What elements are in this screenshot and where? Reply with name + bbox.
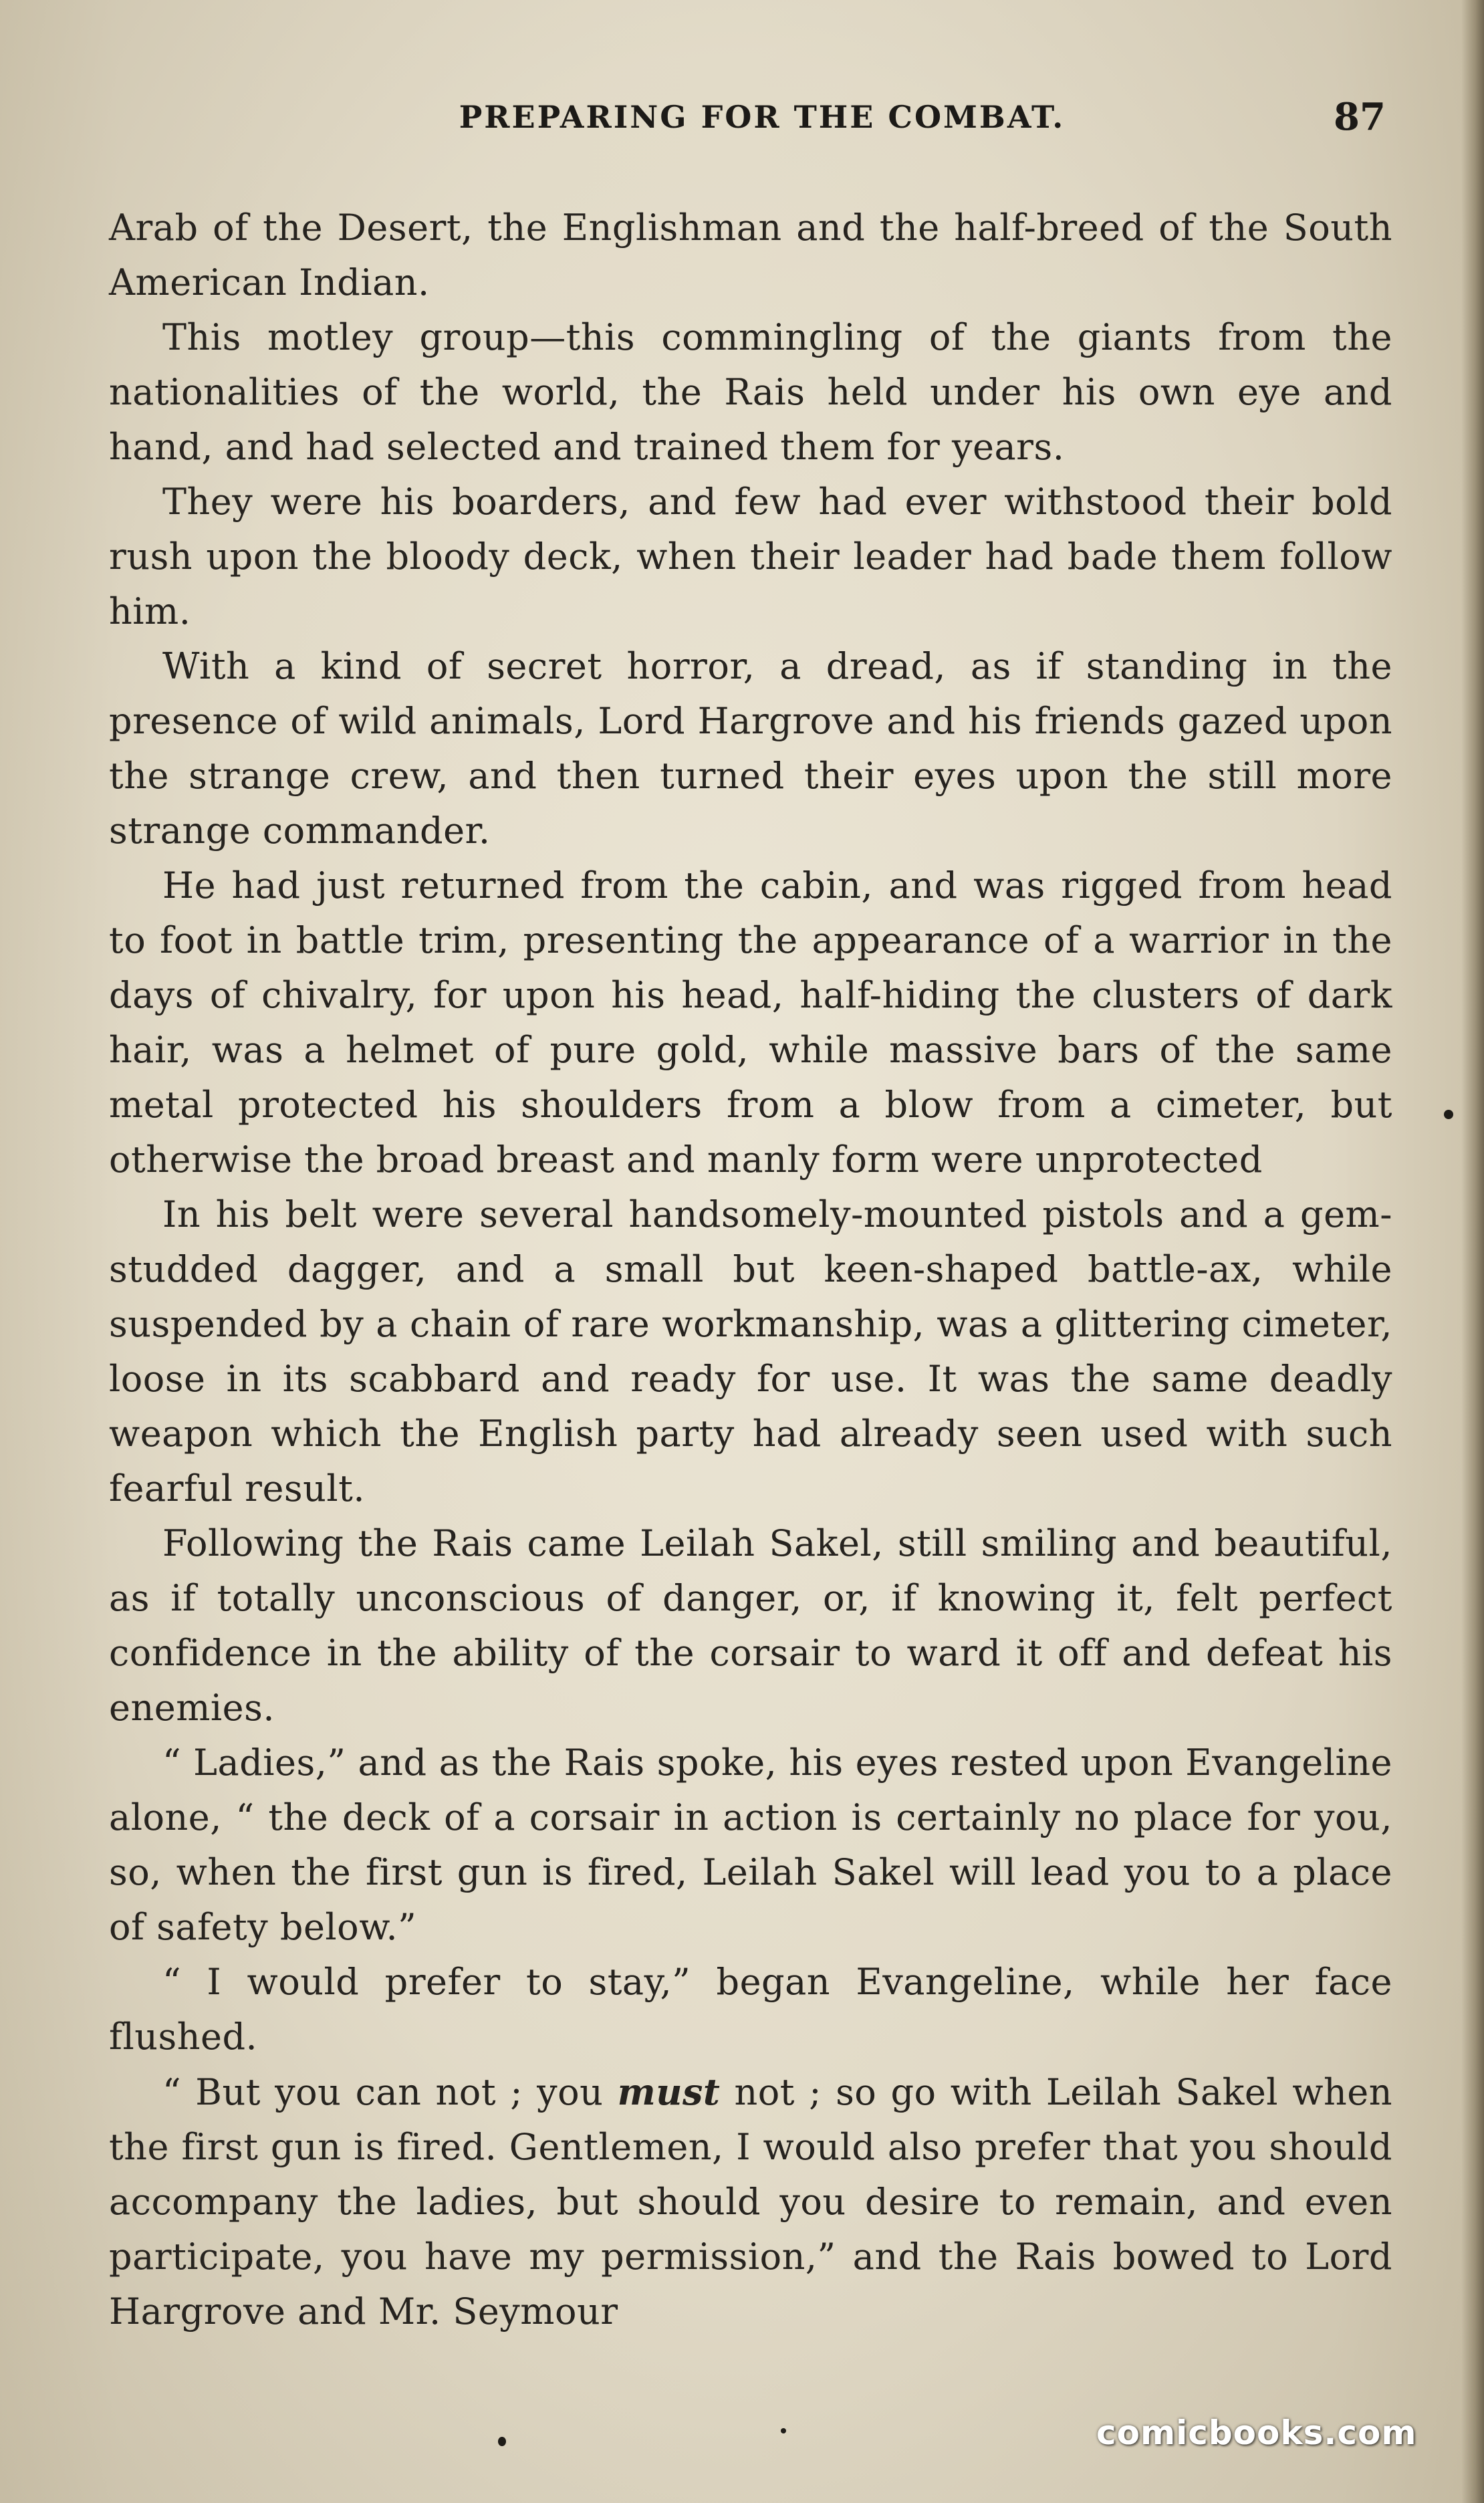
running-head: PREPARING FOR THE COMBAT. <box>459 99 1066 135</box>
paragraph-text-before: “ But you can not ; you <box>162 2071 618 2113</box>
body-text <box>109 201 1392 2339</box>
paragraph: This motley group—this commingling of the giants from the nationalities of the world, the Rais held under his own eye and hand, and had selected and trained them for years. <box>109 316 1392 468</box>
ink-speck <box>1444 1110 1453 1119</box>
ink-speck <box>498 2437 506 2446</box>
paragraph: He had just returned from the cabin, and was rigged from head to foot in battle trim, presenting the appearance of a warrior in the days of chivalry, for upon his head, half-hiding the clusters of dark hair, was a helmet of pure gold, while massive bars of the same metal protected his shoulders from a blow from a cimeter, but otherwise the broad breast and manly form were unprotected <box>109 864 1392 1181</box>
paragraph: Arab of the Desert, the Englishman and the half-breed of the South American Indian. <box>109 207 1392 304</box>
ink-speck <box>781 2428 786 2433</box>
page-number: 87 <box>1334 95 1386 139</box>
paragraph: “ Ladies,” and as the Rais spoke, his eyes rested upon Evangeline alone, “ the deck of a corsair in action is certainly no place for you, so, when the first gun is fired, Leilah Sakel will lead you to a place of safety below.” <box>109 1742 1392 1948</box>
paragraph-text-after: not ; so go with Leilah Sakel when the first gun is fired. Gentlemen, I would also prefer that you should accompany the ladies, but should you desire to remain, and even participate, you have my permission,” and the Rais bowed to Lord Hargrove and Mr. Seymour <box>109 2071 1392 2333</box>
paragraph: In his belt were several handsomely-mounted pistols and a gem-studded dagger, and a small but keen-shaped battle-ax, while suspended by a chain of rare workmanship, was a glittering cimeter, loose in its scabbard and ready for use. It was the same deadly weapon which the English party had already seen used with such fearful result. <box>109 1193 1392 1510</box>
watermark: comicbooks.com <box>1096 2413 1417 2452</box>
page-header <box>0 95 1484 152</box>
paragraph: Following the Rais came Leilah Sakel, still smiling and beautiful, as if totally unconscious of danger, or, if knowing it, felt perfect confidence in the ability of the corsair to ward it off and defeat his enemies. <box>109 1522 1392 1729</box>
paragraph <box>109 2064 1392 2339</box>
page-edge-shadow <box>1461 0 1484 2503</box>
paragraph: They were his boarders, and few had ever withstood their bold rush upon the bloody deck, when their leader had bade them follow him. <box>109 481 1392 632</box>
paragraph: With a kind of secret horror, a dread, as if standing in the presence of wild animals, Lord Hargrove and his friends gazed upon the strange crew, and then turned their eyes upon the still more strange commander. <box>109 645 1392 852</box>
italic-emphasis: must <box>617 2070 721 2113</box>
paragraph: “ I would prefer to stay,” began Evangeline, while her face flushed. <box>109 1961 1392 2058</box>
